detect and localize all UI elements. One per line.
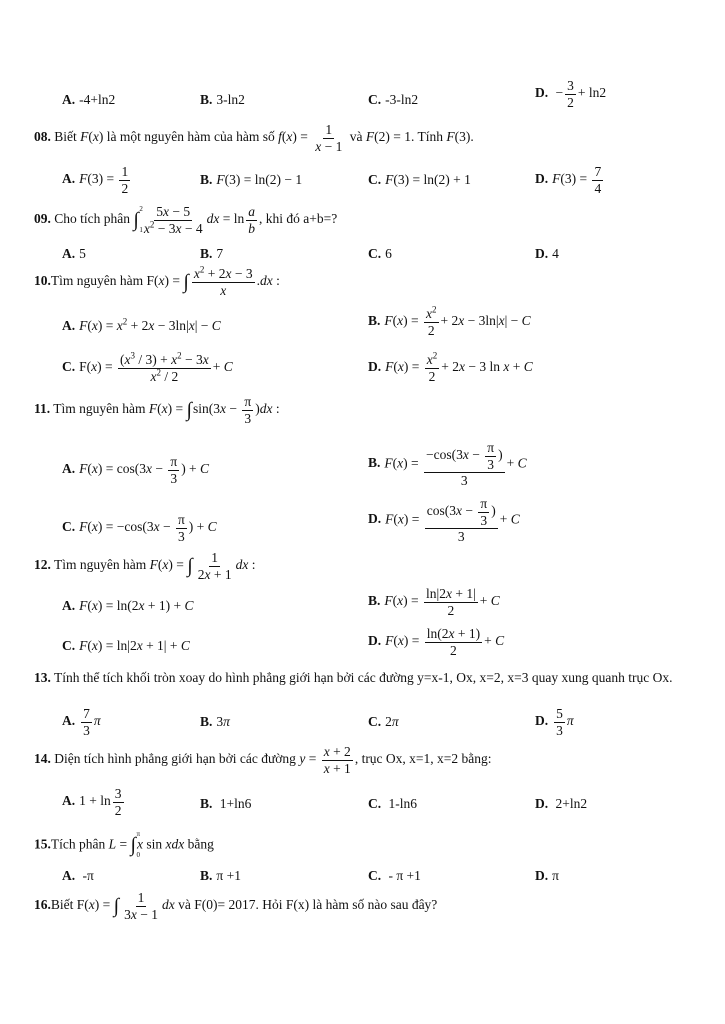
q13-option-d: D. $\frac{5}{3}$ π — [535, 706, 574, 738]
q14-option-b: B. 1+ln6 — [200, 796, 252, 811]
q7-option-a: A. -4+ln2 — [62, 92, 116, 107]
q8-option-d: D. F(3) = $\frac{7}{4}$ — [535, 164, 602, 196]
q8-option-c: C. F(3) = ln(2) + 1 — [368, 172, 471, 187]
q13-option-c: C. 2π — [368, 714, 399, 729]
q13-option-b: B. 3π — [200, 714, 230, 729]
question-9: 09. Cho tích phân ∫ 2 1 $\frac{5x - 5}{x^2 - 3x - 4}$ dx = ln $\frac{a}{b}$ , khi đó a+b=? — [34, 204, 338, 236]
q9-option-c: C. 6 — [368, 246, 392, 261]
q10-option-d: D. F(x) = $\frac{x^2}{2}$ + 2x − 3 ln x + C — [368, 350, 533, 384]
q9-option-d: D. 4 — [535, 246, 559, 261]
q14-option-a: A. 1 + ln $\frac{3}{2}$ — [62, 786, 122, 818]
q12-option-b: B. F(x) = $\frac{\ln|2x + 1|}{2}$ + C — [368, 586, 500, 618]
q11-option-c: C. F(x) = −cos(3x − $\frac{\pi}{3}$ ) + C — [62, 512, 217, 544]
q8-option-a: A. F(3) = $\frac{1}{2}$ — [62, 164, 129, 196]
q14-option-c: C. 1-ln6 — [368, 796, 417, 811]
question-12: 12. Tìm nguyên hàm F(x) = ∫ $\frac{1}{2x + 1}$ dx : — [34, 550, 256, 582]
q11-option-d: D. F(x) = cos(3x − $\frac{\pi}{3}$ ) 3 + C — [368, 496, 520, 545]
q11-option-b: B. F(x) = −cos(3x − $\frac{\pi}{3}$ ) 3 + C — [368, 440, 527, 489]
q7-option-b: B. 3-ln2 — [200, 92, 245, 107]
q14-option-d: D. 2+ln2 — [535, 796, 588, 811]
q9-option-b: B. 7 — [200, 246, 224, 261]
question-11: 11. Tìm nguyên hàm F(x) = ∫sin(3x − $\frac{\pi}{3}$ )dx : — [34, 394, 280, 426]
q7-option-c: C. -3-ln2 — [368, 92, 419, 107]
q15-option-b: B. π +1 — [200, 868, 241, 883]
q12-option-d: D. F(x) = $\frac{\ln(2x + 1)}{2}$ + C — [368, 626, 505, 658]
q9-option-a: A. 5 — [62, 246, 86, 261]
question-16: 16.Biết F(x) = ∫ $\frac{1}{3x - 1}$ dx và F(0)= 2017. Hỏi F(x) là hàm số nào sau đây? — [34, 890, 438, 922]
q10-option-a: A. $F(x) = x^2 + 2x - 3\ln|x| - C$ — [62, 316, 221, 333]
question-15: 15.Tích phân L = ∫ π 0 x sin xdx bằng — [34, 830, 214, 859]
q11-option-a: A. F(x) = cos(3x − $\frac{\pi}{3}$ ) + C — [62, 454, 210, 486]
q12-option-a: A. F(x) = ln(2x + 1) + C — [62, 598, 194, 613]
q10-option-c: C. F(x) = $\frac{(x^3 / 3) + x^2 - 3x}{x^2 / 2}$ + C — [62, 350, 233, 384]
question-13: 13. Tính thể tích khối tròn xoay do hình phẳng giới hạn bởi các đường y=x-1, Ox, x=2, x=3 quay xung quanh trục Ox. — [34, 670, 673, 685]
q12-option-c: C. F(x) = ln|2x + 1| + C — [62, 638, 190, 653]
q15-option-c: C. - π +1 — [368, 868, 421, 883]
q13-option-a: A. $\frac{7}{3}$ π — [62, 706, 101, 738]
question-10: 10.Tìm nguyên hàm F(x) = ∫ $\frac{x^2 + 2x - 3}{x}$ .dx : — [34, 264, 280, 298]
q8-option-b: B. F(3) = ln(2) − 1 — [200, 172, 303, 187]
q10-option-b: B. F(x) = $\frac{x^2}{2}$ + 2x − 3ln|x| − C — [368, 304, 531, 338]
q15-option-d: D. π — [535, 868, 559, 883]
question-8: 08. Biết F(x) là một nguyên hàm của hàm số f(x) = $\frac{1}{x - 1}$ và F(2) = 1. Tính F(3). — [34, 122, 474, 154]
question-14: 14. Diện tích hình phẳng giới hạn bởi các đường y = $\frac{x + 2}{x + 1}$ , trục Ox, x=1, x=2 bằng: — [34, 744, 492, 776]
q7-option-d: D. − $\frac{3}{2}$ + ln2 — [535, 78, 607, 110]
q15-option-a: A. -π — [62, 868, 94, 883]
